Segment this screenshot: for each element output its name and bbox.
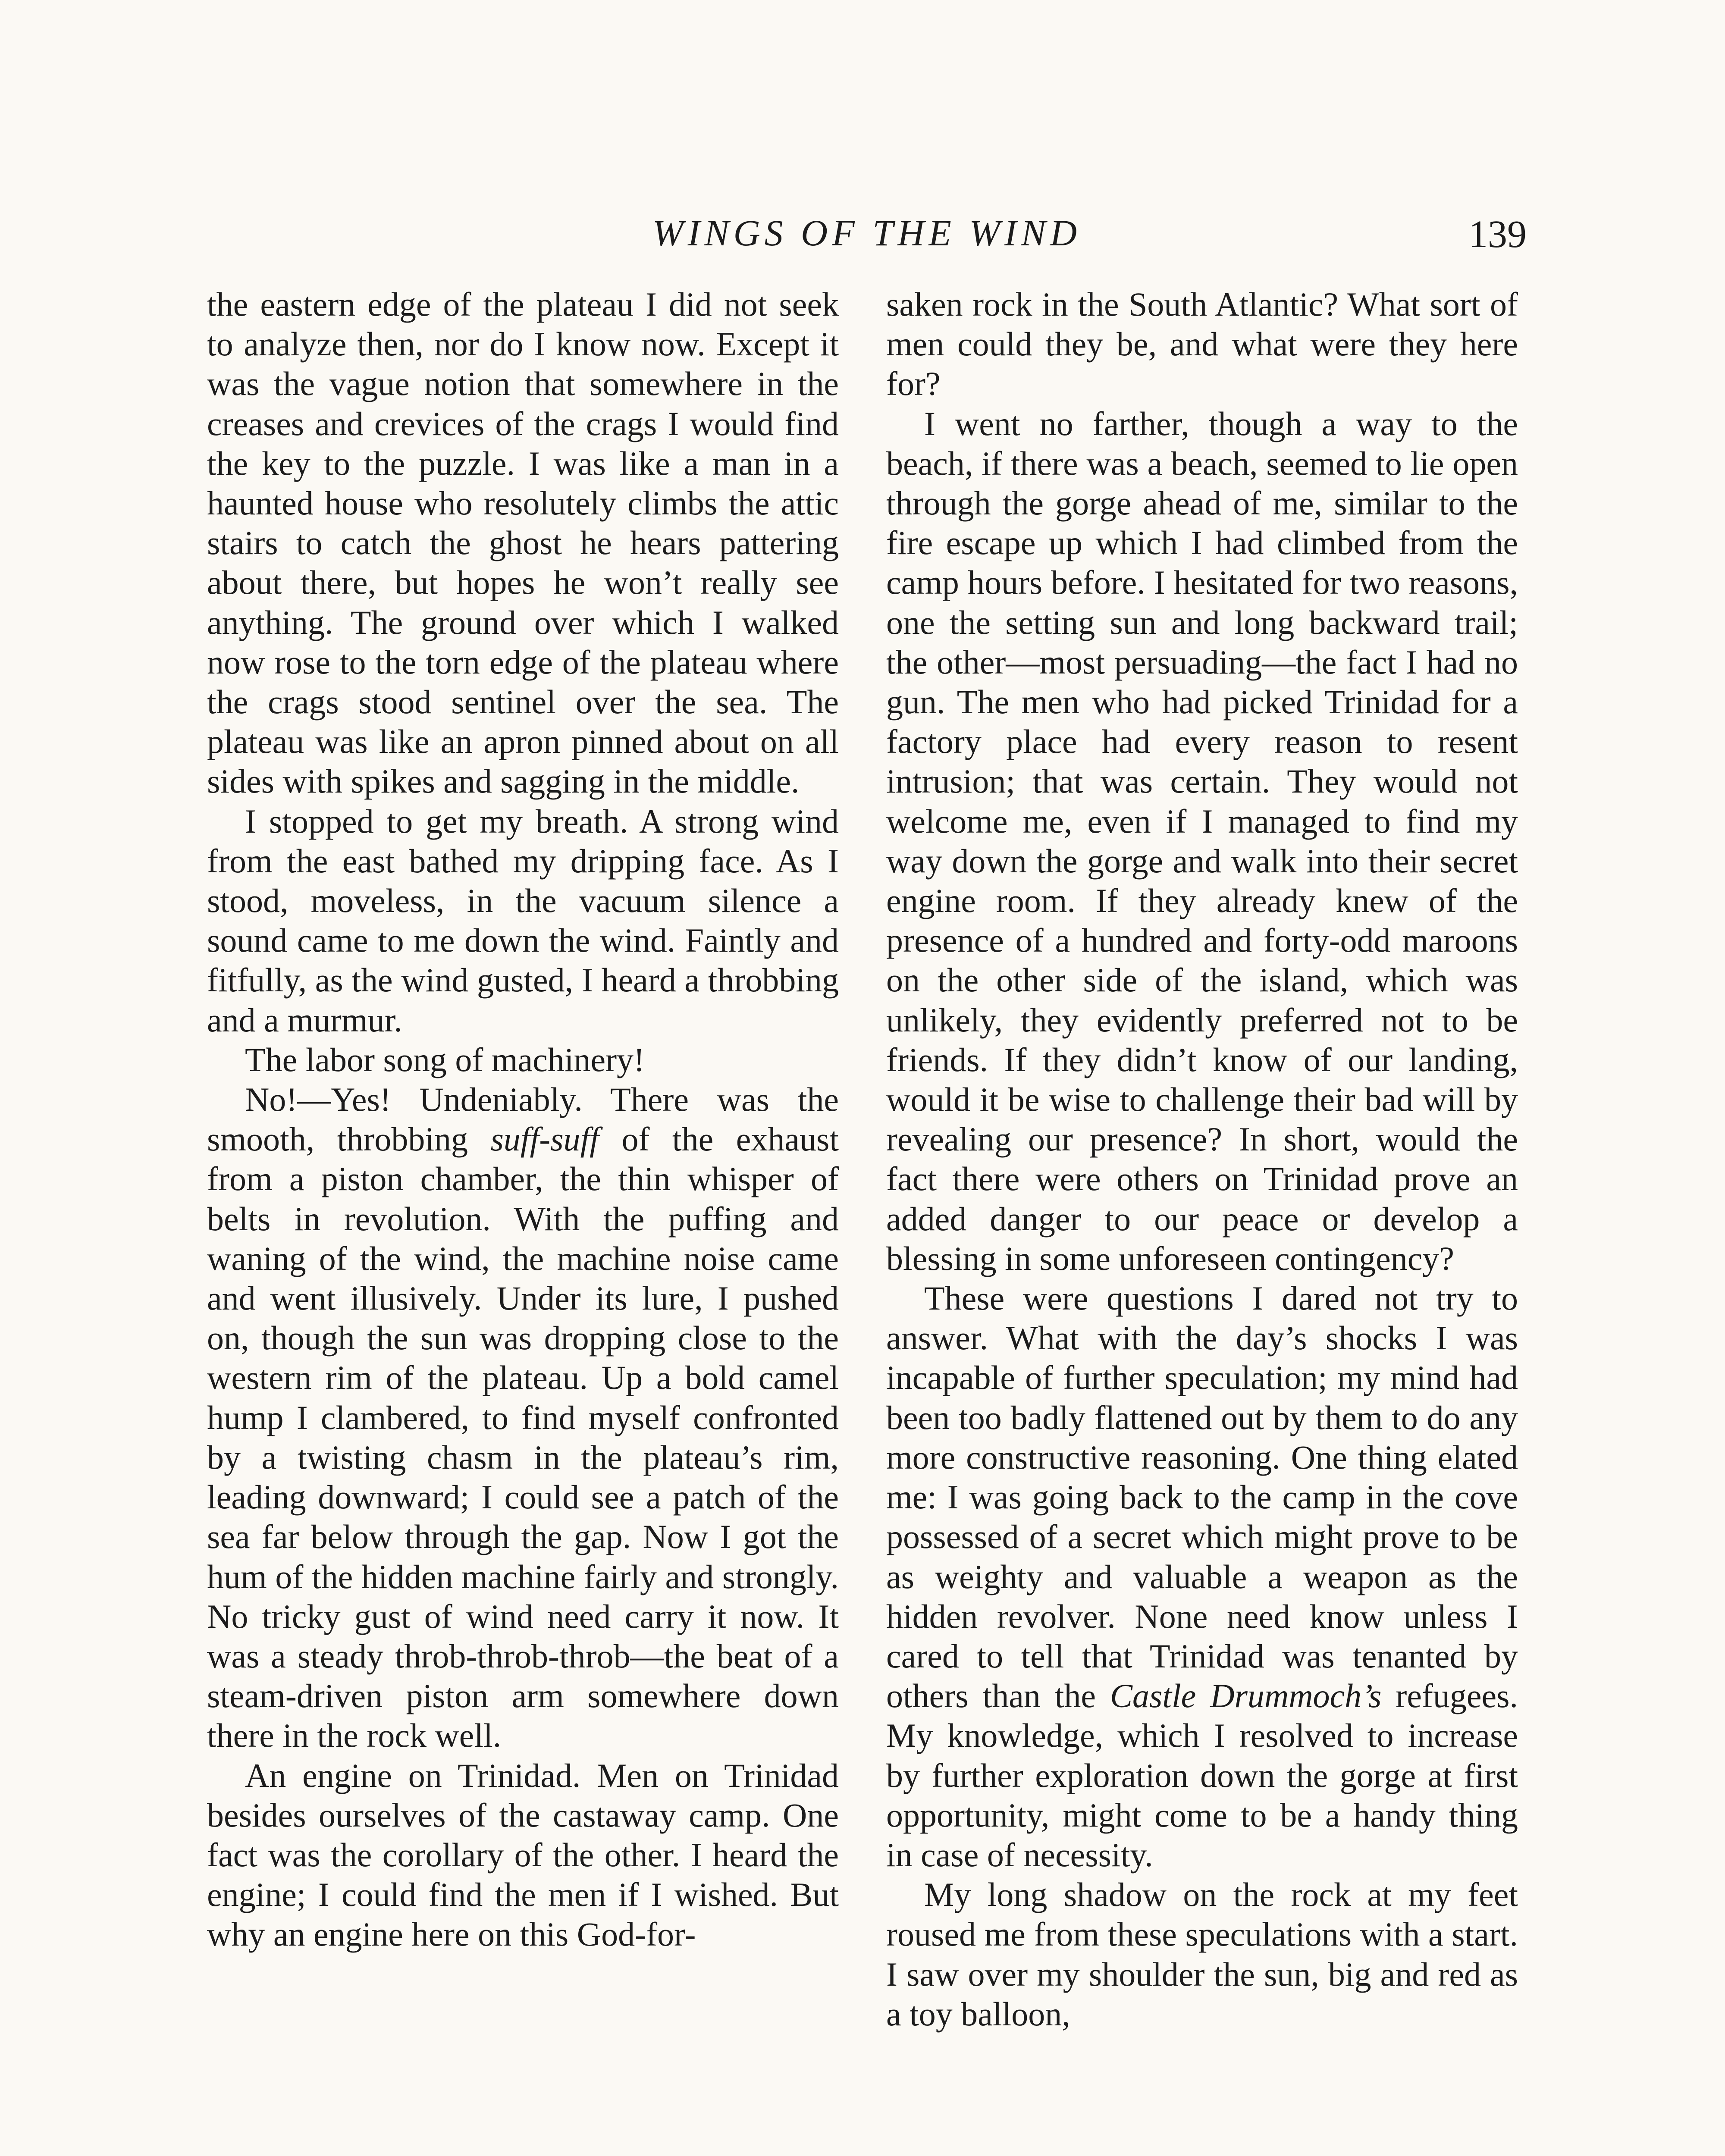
right-text-column: [886, 285, 1518, 2034]
italic-text: Castle Drummoch’s: [1110, 1677, 1382, 1715]
running-head: [207, 207, 1527, 259]
paragraph: the eastern edge of the plateau I did not seek to analyze then, nor do I know now. Except it was the vague notion that somewhere in the creases and crevices of the crags I would find the key to the puzzle. I was like a man in a haunted house who resolutely climbs the attic stairs to catch the ghost he hears pattering about there, but hopes he won’t really see anything. The ground over which I walked now rose to the torn edge of the plateau where the crags stood sentinel over the sea. The plateau was like an apron pinned about on all sides with spikes and sagging in the middle.: [207, 285, 839, 800]
page-number: 139: [1468, 213, 1527, 256]
paragraph: [886, 1279, 1518, 1875]
paragraph: [207, 1080, 839, 1755]
paragraph: An engine on Trinidad. Men on Trinidad besides ourselves of the castaway camp. One fact was the corollary of the other. I heard the engine; I could find the men if I wished. But why an engine here on this God-for-: [207, 1756, 839, 1953]
left-text-column: [207, 285, 839, 1955]
paragraph: My long shadow on the rock at my feet roused me from these speculations with a start. I saw over my shoulder the sun, big and red as a toy balloon,: [886, 1876, 1518, 2033]
paragraph: I went no farther, though a way to the beach, if there was a beach, seemed to lie open through the gorge ahead of me, similar to the fire escape up which I had climbed from the camp hours before. I hesitated for two reasons, one the setting sun and long backward trail; the other—most persuading—the fact I had no gun. The men who had picked Trinidad for a factory place had every reason to resent intrusion; that was certain. They would not welcome me, even if I managed to find my way down the gorge and walk into their secret engine room. If they already knew of the presence of a hundred and forty-odd maroons on the other side of the island, which was unlikely, they evidently preferred not to be friends. If they didn’t know of our landing, would it be wise to challenge their bad will by revealing our presence? In short, would the fact there were others on Trinidad prove an added danger to our peace or develop a blessing in some unforeseen contingency?: [886, 404, 1518, 1277]
text-run: of the exhaust from a piston chamber, the thin whisper of belts in revolution. With the puffing and waning of the wind, the machine noise came and went illusively. Under its lure, I pushed on, though the sun was dropping close to the western rim of the plateau. Up a bold camel hump I clambered, to find myself confronted by a twisting chasm in the plateau’s rim, leading downward; I could see a patch of the sea far below through the gap. Now I got the hum of the hidden machine fairly and strongly. No tricky gust of wind need carry it now. It was a steady throb-throb-throb—the beat of a steam-driven piston arm somewhere down there in the rock well.: [207, 1120, 839, 1755]
text-run: refugees. My knowledge, which I resolved to increase by further exploration down the gorge at first opportunity, might come to be a handy thing in case of necessity.: [886, 1677, 1518, 1874]
paragraph: The labor song of machinery!: [245, 1040, 645, 1078]
paragraph: I stopped to get my breath. A strong wind from the east bathed my dripping face. As I stood, moveless, in the vacuum silence a sound came to me down the wind. Faintly and fitfully, as the wind gusted, I heard a throbbing and a murmur.: [207, 802, 839, 1039]
paragraph: saken rock in the South Atlantic? What sort of men could they be, and what were they here for?: [886, 285, 1518, 403]
text-run: No!—Yes! Undeniably. There was the smooth, throbbing: [207, 1081, 839, 1158]
text-run: These were questions I dared not try to answer. What with the day’s shocks I was incapable of further speculation; my mind had been too badly flattened out by them to do any more constructive reasoning. One thing elated me: I was going back to the camp in the cove possessed of a secret which might prove to be as weighty and valuable a weapon as the hidden revolver. None need know unless I cared to tell that Trinidad was tenanted by others than the: [886, 1279, 1518, 1715]
running-title: WINGS OF THE WIND: [652, 212, 1082, 254]
italic-text: suff-suff: [490, 1120, 599, 1158]
